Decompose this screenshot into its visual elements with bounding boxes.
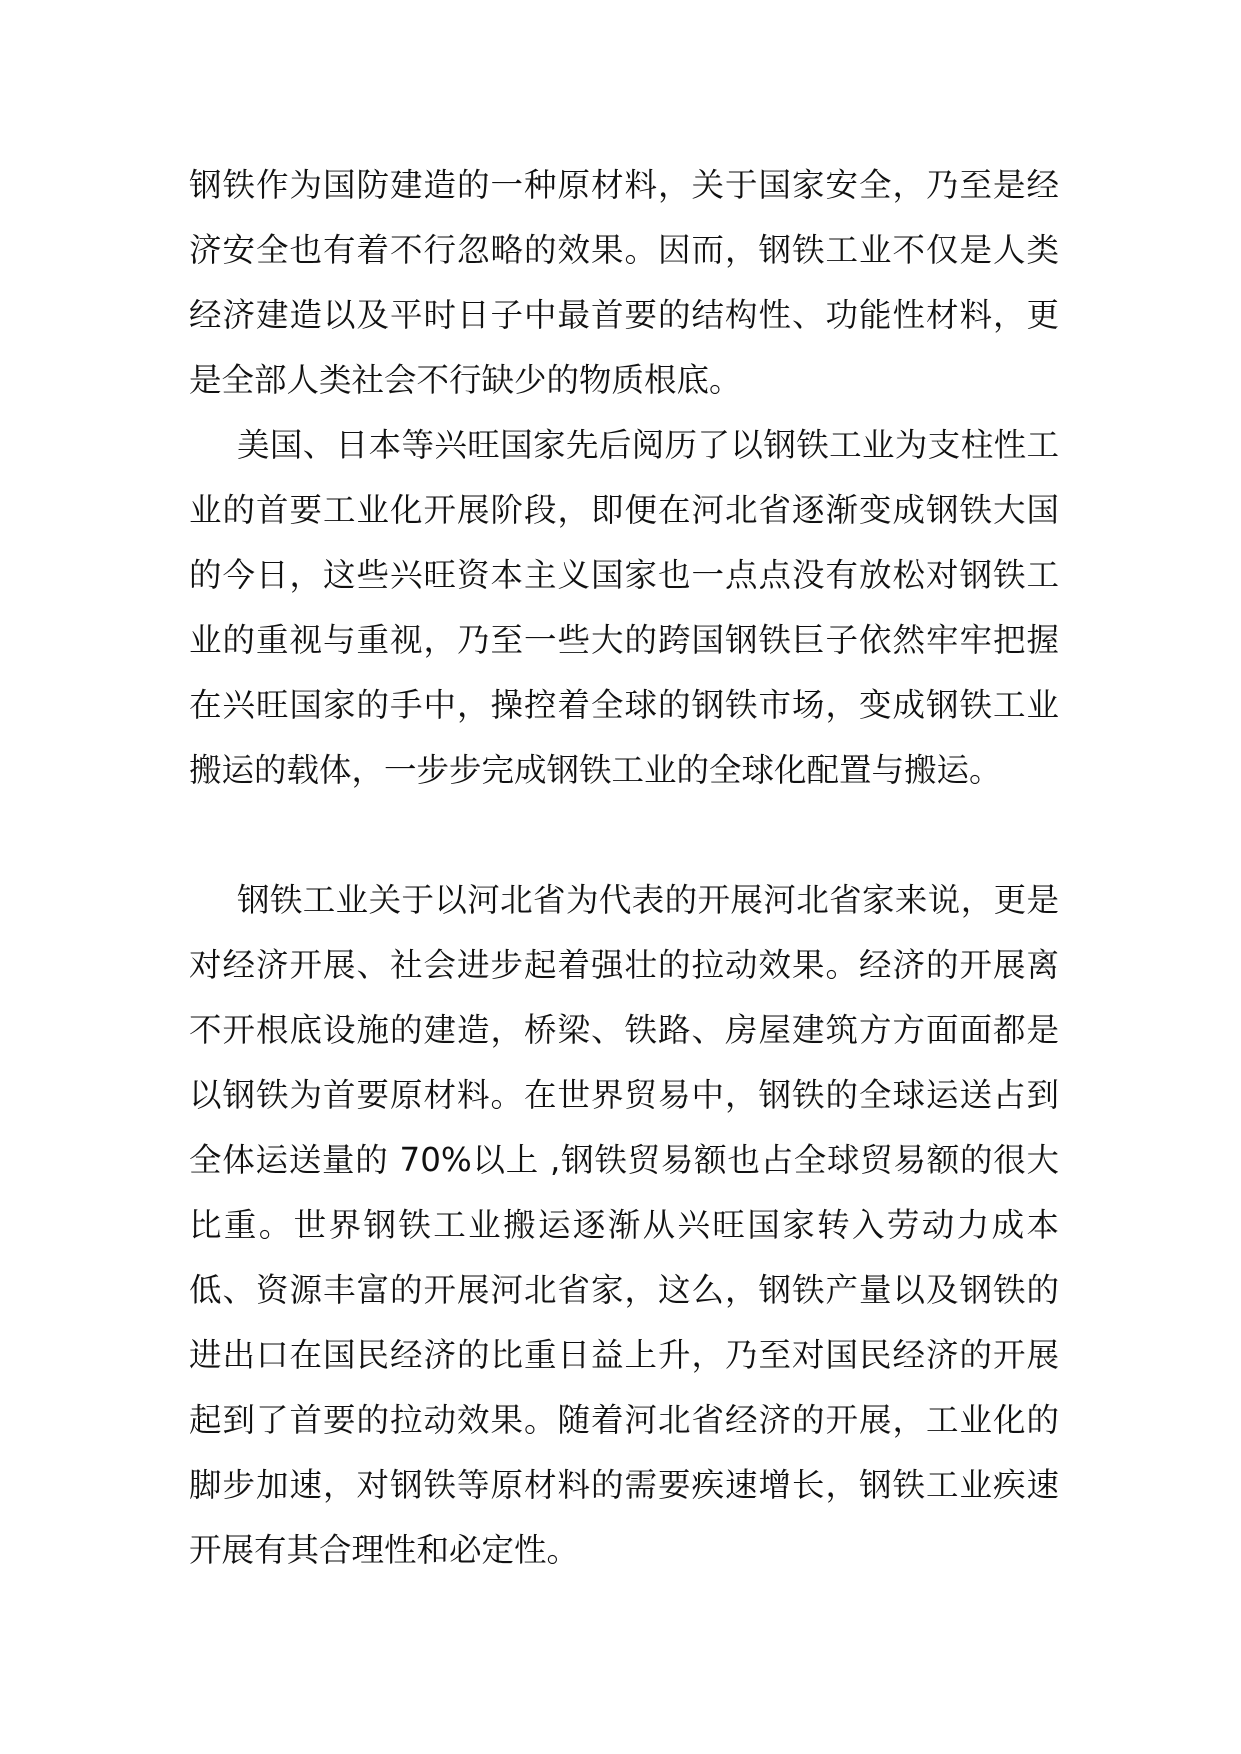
paragraph-3: 钢铁工业关于以河北省为代表的开展河北省家来说，更是对经济开展、社会进步起着强壮的拉动效果。经济的开展离不开根底设施的建造，桥梁、铁路、房屋建筑方方面面都是以钢铁为首要原材料。在世界贸易中，钢铁的全球运送占到全体运送量的 70%以上 ,钢铁贸易额也占全球贸易额的很大比重。世界钢铁工业搬运逐渐从兴旺国家转入劳动力成本低、资源丰富的开展河北省家，这么，钢铁产量以及钢铁的进出口在国民经济的比重日益上升，乃至对国民经济的开展起到了首要的拉动效果。随着河北省经济的开展，工业化的脚步加速，对钢铁等原材料的需要疾速增长，钢铁工业疾速开展有其合理性和必定性。 bbox=[189, 881, 1059, 1569]
text-section-1 bbox=[189, 153, 1059, 803]
text-section-2 bbox=[189, 868, 1059, 1583]
paragraph-2: 美国、日本等兴旺国家先后阅历了以钢铁工业为支柱性工业的首要工业化开展阶段，即便在河北省逐渐变成钢铁大国的今日，这些兴旺资本主义国家也一点点没有放松对钢铁工业的重视与重视，乃至一些大的跨国钢铁巨子依然牢牢把握在兴旺国家的手中，操控着全球的钢铁市场，变成钢铁工业搬运的载体，一步步完成钢铁工业的全球化配置与搬运。 bbox=[189, 426, 1059, 789]
paragraph-1: 钢铁作为国防建造的一种原材料，关于国家安全，乃至是经济安全也有着不行忽略的效果。因而，钢铁工业不仅是人类经济建造以及平时日子中最首要的结构性、功能性材料，更是全部人类社会不行缺少的物质根底。 bbox=[189, 166, 1059, 399]
